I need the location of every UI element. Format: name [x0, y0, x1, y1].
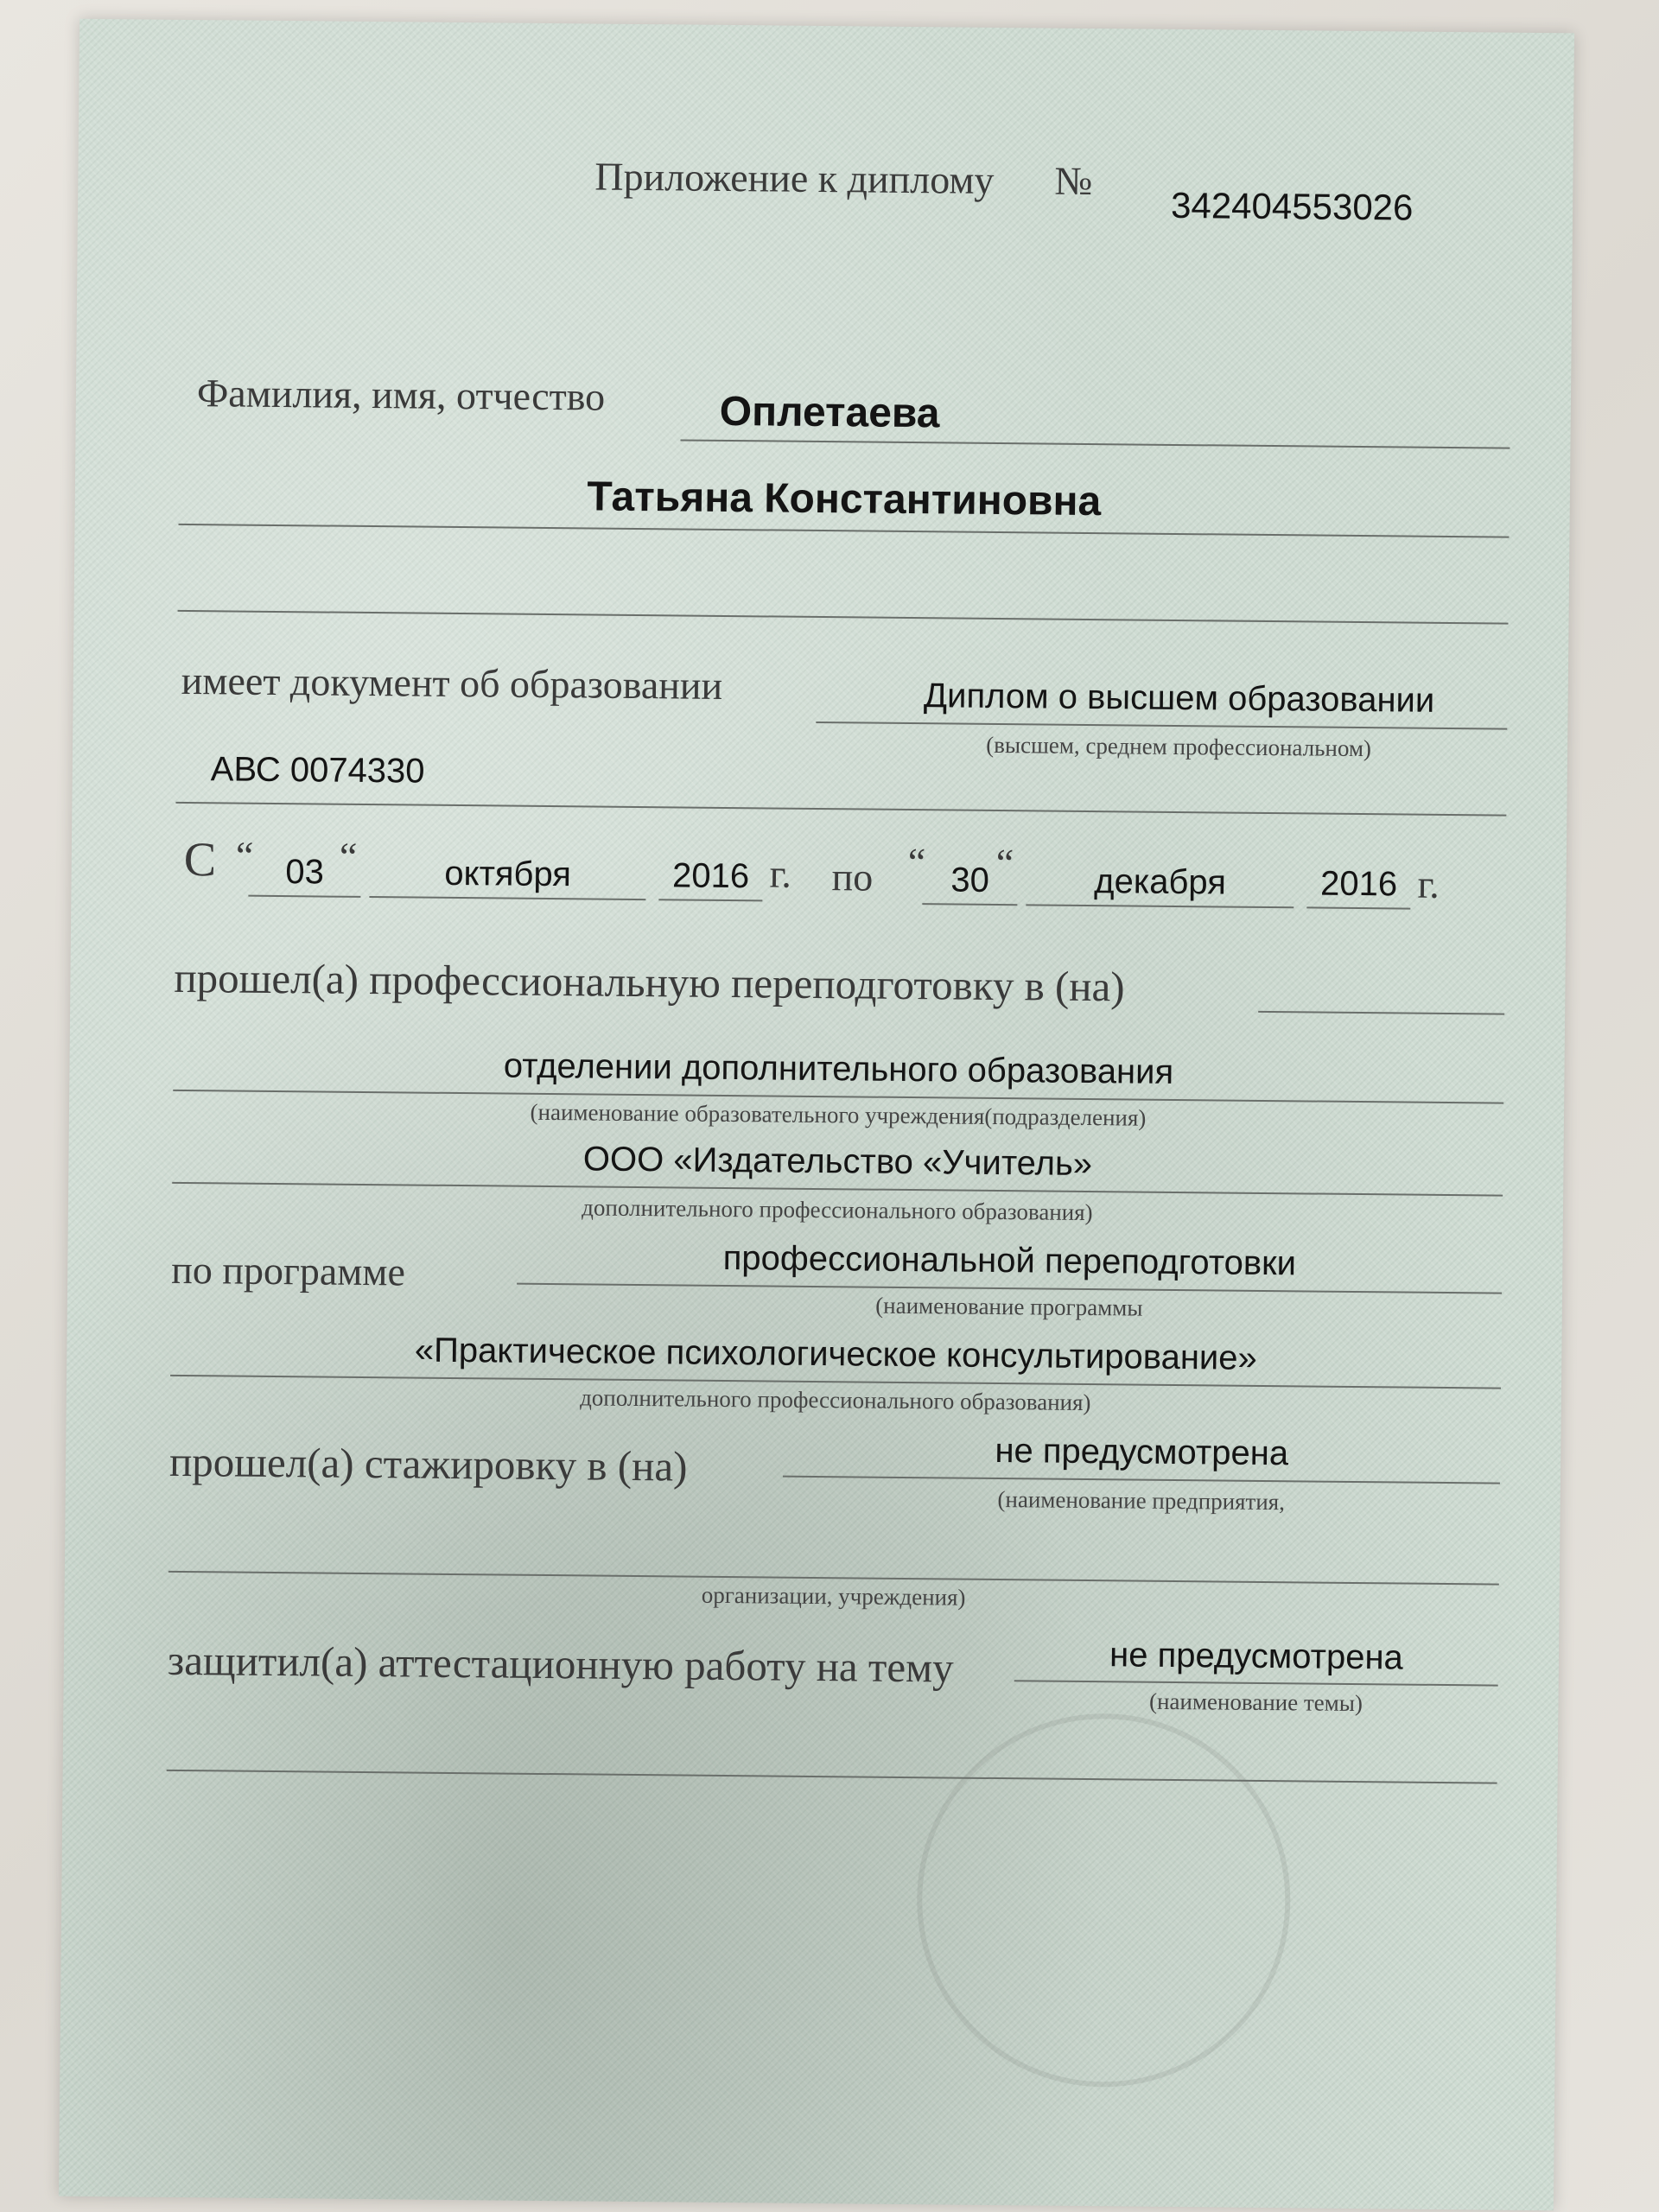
to-day-value: 30	[950, 861, 990, 899]
program-caption-1: (наименование программы	[875, 1292, 1143, 1321]
thesis-second-underline	[167, 1770, 1497, 1784]
internship-value: не предусмотрена	[995, 1432, 1289, 1473]
education-document-series: АВС 0074330	[210, 750, 425, 791]
to-year-suffix: г.	[1417, 861, 1440, 906]
education-document-caption: (высшем, среднем профессиональном)	[986, 731, 1372, 762]
surname-underline	[680, 439, 1510, 448]
diploma-number: 342404553026	[1170, 184, 1414, 228]
retraining-caption-1: (наименование образовательного учреждения(подразделения)	[530, 1098, 1147, 1131]
supplement-title: Приложение к диплому	[594, 154, 995, 202]
series-underline	[175, 802, 1506, 817]
internship-label: прошел(а) стажировку в (на)	[168, 1437, 688, 1491]
retraining-department-value: отделении дополнительного образования	[503, 1046, 1174, 1091]
from-year-underline	[658, 899, 762, 901]
period-to-label: по	[831, 855, 874, 899]
from-year-suffix: г.	[769, 851, 792, 896]
to-day-underline	[922, 903, 1017, 906]
thesis-value: не предусмотрена	[1109, 1636, 1404, 1677]
thesis-label: защитил(а) аттестационную работу на тему	[167, 1636, 954, 1692]
from-day-value: 03	[285, 853, 325, 892]
period-from-label: С	[183, 832, 217, 887]
program-name-value: «Практическое психологическое консультирование»	[414, 1331, 1257, 1377]
full-name-label: Фамилия, имя, отчество	[196, 371, 606, 419]
to-year-value: 2016	[1319, 864, 1398, 904]
to-month-value: декабря	[1094, 862, 1227, 902]
from-quote-close: “	[339, 834, 358, 879]
internship-caption-1: (наименование предприятия,	[997, 1486, 1286, 1516]
blank-name-underline	[178, 610, 1509, 625]
retraining-label-underline	[1258, 1011, 1504, 1015]
program-caption-2: дополнительного профессионального образования)	[580, 1384, 1091, 1416]
internship-caption-2: организации, учреждения)	[701, 1581, 966, 1611]
from-month-underline	[369, 896, 645, 900]
education-document-value: Диплом о высшем образовании	[923, 677, 1435, 720]
internship-underline	[783, 1476, 1500, 1484]
to-quote-open: “	[907, 840, 926, 885]
education-document-label: имеет документ об образовании	[181, 658, 723, 708]
from-day-underline	[248, 895, 360, 898]
education-document-underline	[816, 721, 1507, 730]
to-month-underline	[1026, 904, 1294, 908]
to-year-underline	[1306, 906, 1410, 909]
faint-seal-circle	[915, 1712, 1292, 2088]
from-year-value: 2016	[671, 856, 750, 896]
retraining-organization-value: ООО «Издательство «Учитель»	[582, 1140, 1093, 1184]
thesis-caption: (наименование темы)	[1148, 1688, 1363, 1717]
from-quote-open: “	[235, 833, 254, 878]
from-month-value: октября	[444, 854, 572, 894]
program-type-value: профессиональной переподготовки	[722, 1238, 1297, 1283]
thesis-underline	[1014, 1680, 1498, 1686]
retraining-label: прошел(а) профессиональную переподготовку в (на)	[174, 953, 1125, 1011]
to-quote-close: “	[995, 840, 1014, 886]
given-names-value: Татьяна Константиновна	[587, 474, 1102, 525]
surname-value: Оплетаева	[719, 388, 940, 437]
program-label: по программе	[170, 1247, 406, 1294]
retraining-caption-2: дополнительного профессионального образования)	[582, 1194, 1093, 1226]
number-sign: №	[1054, 158, 1093, 204]
diploma-supplement-sheet	[59, 19, 1574, 2210]
